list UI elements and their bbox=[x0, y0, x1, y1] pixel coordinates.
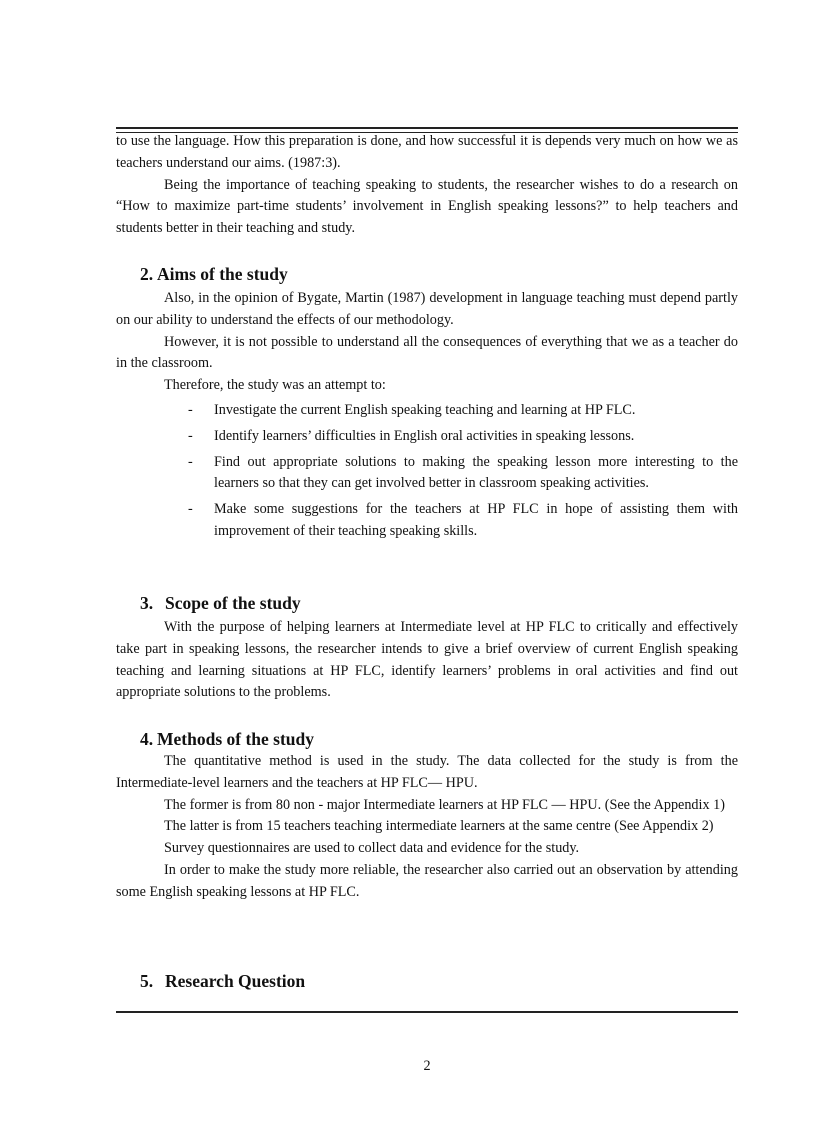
page-number: 2 bbox=[423, 1058, 431, 1074]
bullet-dash: - bbox=[188, 402, 193, 418]
section-2-paragraph-2: However, it is not possible to understand all the consequences of everything that we as a teacher do in the classroom. bbox=[116, 333, 738, 372]
section-2-number: 2. bbox=[140, 264, 154, 284]
bullet-dash: - bbox=[188, 427, 193, 444]
section-4-number: 4. bbox=[140, 729, 154, 749]
header-rule-thick bbox=[116, 127, 738, 129]
section-3-paragraph-1: With the purpose of helping learners at Intermediate level at HP FLC to critically and effectively take part in speaking lessons, the researcher intends to give a brief overview of current English speaking teaching and learning situations at HP FLC, identify learners’ problems in oral activities and find out appropriate solutions to the problems. bbox=[116, 619, 738, 701]
section-4-paragraph-4: Survey questionnaires are used to collect data and evidence for the study. bbox=[164, 840, 580, 857]
section-3-title: Scope of the study bbox=[165, 593, 301, 613]
aim-text: Identify learners’ difficulties in English oral activities in speaking lessons. bbox=[214, 427, 635, 444]
section-5-number: 5. bbox=[140, 971, 154, 991]
list-item bbox=[116, 400, 738, 422]
section-5-title: Research Question bbox=[165, 971, 306, 991]
intro-block bbox=[116, 131, 738, 240]
aims-list bbox=[116, 400, 738, 543]
list-item bbox=[116, 499, 738, 543]
aim-text: Make some suggestions for the teachers at HP FLC in hope of assisting them with improvement of their teaching speaking skills. bbox=[214, 501, 738, 539]
section-4-paragraph-5: In order to make the study more reliable, the researcher also carried out an observation by attending some English speaking lessons at HP FLC. bbox=[116, 861, 738, 900]
aim-text: Find out appropriate solutions to making the speaking lesson more interesting to the learners so that they can get involved better in classroom speaking activities. bbox=[214, 453, 738, 492]
section-4-paragraph-1: The quantitative method is used in the study. The data collected for the study is from the Intermediate-level learners and the teachers at HP FLC— HPU. bbox=[116, 753, 738, 791]
section-4-title: Methods of the study bbox=[157, 729, 315, 749]
intro-paragraph-1: to use the language. How this preparation is done, and how successful it is depends very much on how we as teachers understand our aims. (1987:3). bbox=[116, 133, 738, 171]
bullet-dash: - bbox=[188, 453, 193, 470]
intro-paragraph-2: Being the importance of teaching speaking to students, the researcher wishes to do a research on “How to maximize part-time students’ involvement in English speaking lessons?” to help teachers and students better in their teaching and study. bbox=[116, 176, 738, 237]
bullet-dash: - bbox=[188, 501, 193, 518]
section-3-body bbox=[116, 617, 738, 704]
list-item bbox=[116, 452, 738, 496]
section-4-paragraph-3: The latter is from 15 teachers teaching intermediate learners at the same centre (See Appendix 2) bbox=[164, 818, 714, 835]
section-4-heading bbox=[140, 728, 314, 750]
footer-rule bbox=[116, 1011, 738, 1013]
section-3-heading bbox=[140, 592, 301, 614]
section-2-body bbox=[116, 288, 738, 397]
section-4-body bbox=[116, 751, 738, 904]
section-5-heading bbox=[140, 970, 305, 992]
section-2-paragraph-3: Therefore, the study was an attempt to: bbox=[164, 377, 386, 394]
section-2-heading bbox=[140, 263, 288, 285]
section-4-paragraph-2: The former is from 80 non - major Intermediate learners at HP FLC — HPU. (See the Appendix 1) bbox=[164, 796, 725, 813]
list-item bbox=[116, 426, 738, 448]
aim-text: Investigate the current English speaking teaching and learning at HP FLC. bbox=[214, 402, 636, 418]
section-2-title: Aims of the study bbox=[157, 264, 288, 284]
section-3-number: 3. bbox=[140, 593, 154, 613]
section-2-paragraph-1: Also, in the opinion of Bygate, Martin (1987) development in language teaching must depend partly on our ability to understand the effects of our methodology. bbox=[116, 290, 738, 328]
